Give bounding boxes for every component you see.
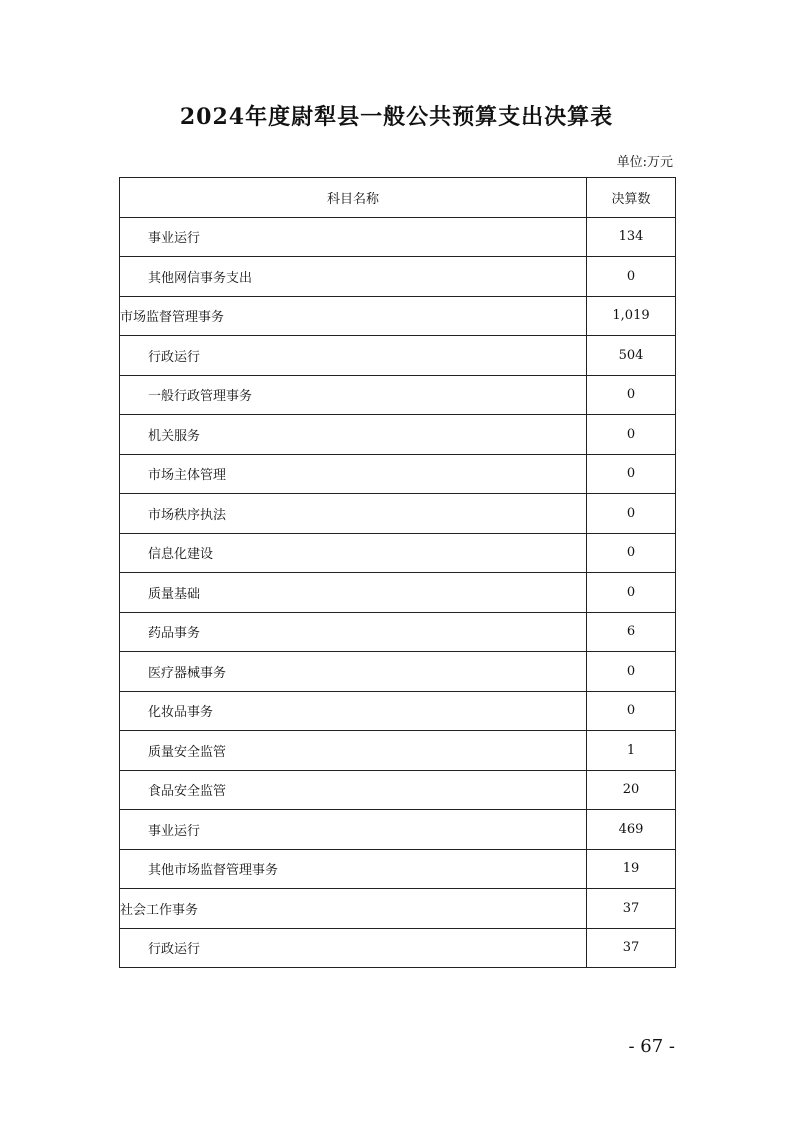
table-row xyxy=(120,928,676,968)
row-subject-name: 事业运行 xyxy=(120,810,587,850)
row-subject-name: 信息化建设 xyxy=(120,533,587,573)
row-final-amount: 0 xyxy=(587,415,676,455)
row-final-amount: 37 xyxy=(587,928,676,968)
row-subject-name: 质量基础 xyxy=(120,573,587,613)
row-subject-name: 其他网信事务支出 xyxy=(120,257,587,297)
unit-label: 单位:万元 xyxy=(616,155,673,170)
row-final-amount: 134 xyxy=(587,217,676,257)
row-final-amount: 0 xyxy=(587,533,676,573)
row-final-amount: 20 xyxy=(587,770,676,810)
table-row xyxy=(120,454,676,494)
row-subject-name: 化妆品事务 xyxy=(120,691,587,731)
row-final-amount: 504 xyxy=(587,336,676,376)
row-final-amount: 6 xyxy=(587,612,676,652)
table-row xyxy=(120,533,676,573)
row-subject-name: 医疗器械事务 xyxy=(120,652,587,692)
row-subject-name: 食品安全监管 xyxy=(120,770,587,810)
table-row xyxy=(120,296,676,336)
row-final-amount: 19 xyxy=(587,849,676,889)
table-row xyxy=(120,494,676,534)
row-subject-name: 事业运行 xyxy=(120,217,587,257)
table-row xyxy=(120,612,676,652)
row-subject-name: 质量安全监管 xyxy=(120,731,587,771)
row-subject-name: 市场主体管理 xyxy=(120,454,587,494)
row-subject-name: 一般行政管理事务 xyxy=(120,375,587,415)
column-header-final-amount: 决算数 xyxy=(587,178,676,218)
table-row xyxy=(120,652,676,692)
row-final-amount: 0 xyxy=(587,652,676,692)
row-final-amount: 0 xyxy=(587,691,676,731)
row-final-amount: 1 xyxy=(587,731,676,771)
row-final-amount: 37 xyxy=(587,889,676,929)
row-final-amount: 0 xyxy=(587,454,676,494)
row-subject-name: 行政运行 xyxy=(120,336,587,376)
row-subject-name: 其他市场监督管理事务 xyxy=(120,849,587,889)
table-row xyxy=(120,691,676,731)
budget-table xyxy=(119,177,676,968)
table-row xyxy=(120,770,676,810)
row-final-amount: 1,019 xyxy=(587,296,676,336)
page-number: - 67 - xyxy=(628,1036,675,1057)
row-final-amount: 0 xyxy=(587,375,676,415)
row-final-amount: 0 xyxy=(587,494,676,534)
column-header-subject-name: 科目名称 xyxy=(120,178,587,218)
table-row xyxy=(120,217,676,257)
table-row xyxy=(120,257,676,297)
table-row xyxy=(120,889,676,929)
page-title: 2024年度尉犁县一般公共预算支出决算表 xyxy=(179,104,614,130)
row-subject-name: 行政运行 xyxy=(120,928,587,968)
row-subject-name: 机关服务 xyxy=(120,415,587,455)
row-subject-name: 社会工作事务 xyxy=(120,889,587,929)
table-row xyxy=(120,849,676,889)
row-final-amount: 0 xyxy=(587,257,676,297)
table-header-row xyxy=(120,178,676,218)
table-row xyxy=(120,415,676,455)
table-row xyxy=(120,375,676,415)
table-row xyxy=(120,573,676,613)
row-final-amount: 0 xyxy=(587,573,676,613)
table-row xyxy=(120,731,676,771)
table-row xyxy=(120,810,676,850)
row-subject-name: 市场监督管理事务 xyxy=(120,296,587,336)
row-subject-name: 市场秩序执法 xyxy=(120,494,587,534)
row-final-amount: 469 xyxy=(587,810,676,850)
table-row xyxy=(120,336,676,376)
table-body xyxy=(120,217,676,968)
row-subject-name: 药品事务 xyxy=(120,612,587,652)
